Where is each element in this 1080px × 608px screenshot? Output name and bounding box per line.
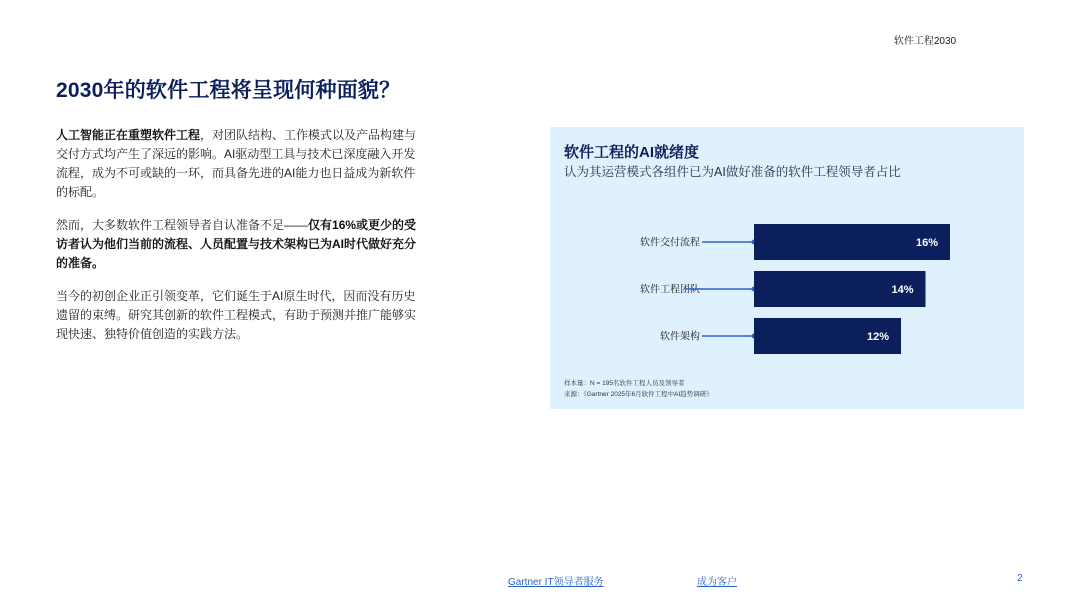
- paragraph-2: [56, 216, 420, 273]
- paragraph-1-rest: ，对团队结构、工作模式以及产品构建与交付方式均产生了深远的影响。AI驱动型工具与技术已深度融入开发流程，成为不可或缺的一环，而具备先进的AI能力也日益成为新软件的标配。: [56, 128, 417, 199]
- paragraph-2-lead: 然而，大多数软件工程领导者自认准备不足——: [56, 218, 309, 232]
- paragraph-1-bold: 人工智能正在重塑软件工程: [56, 128, 201, 142]
- page-number: 2: [1017, 573, 1023, 584]
- chart-title: 软件工程的AI就绪度: [564, 144, 700, 161]
- gartner-it-leaders-link[interactable]: Gartner IT领导者服务: [508, 577, 604, 588]
- sample-note: 样本量：N = 195名软件工程人员及领导者: [564, 380, 685, 387]
- category-label: 软件架构: [660, 331, 700, 343]
- bar-chart: [550, 127, 1024, 409]
- document-tag: 软件工程2030: [893, 36, 957, 47]
- paragraph-1: [56, 126, 420, 202]
- category-label: 软件交付流程: [640, 237, 700, 249]
- chart-subtitle: 认为其运营模式各组件已为AI做好准备的软件工程领导者占比: [564, 165, 901, 179]
- value-label: 12%: [866, 331, 889, 343]
- page-title: 2030年的软件工程将呈现何种面貌？: [56, 79, 401, 102]
- paragraph-3: 当今的初创企业正引领变革，它们诞生于AI原生时代，因而没有历史遗留的束缚。研究其创新的软件工程模式，有助于预测并推广能够实现快速、独特价值创造的实践方法。: [56, 289, 417, 341]
- chart-panel: [550, 127, 1024, 409]
- body-text: [56, 126, 420, 358]
- category-label: 软件工程团队: [640, 284, 700, 296]
- value-label: 16%: [915, 237, 938, 249]
- paragraph-2-bold: 仅有16%或更少的受访者认为他们当前的流程、人员配置与技术架构已为AI时代做好充分的准备。: [56, 218, 417, 270]
- become-client-link[interactable]: 成为客户: [697, 577, 737, 588]
- value-label: 14%: [891, 284, 914, 296]
- source-note: 来源：《Gartner 2025年6月软件工程中AI趋势调研》: [564, 391, 713, 398]
